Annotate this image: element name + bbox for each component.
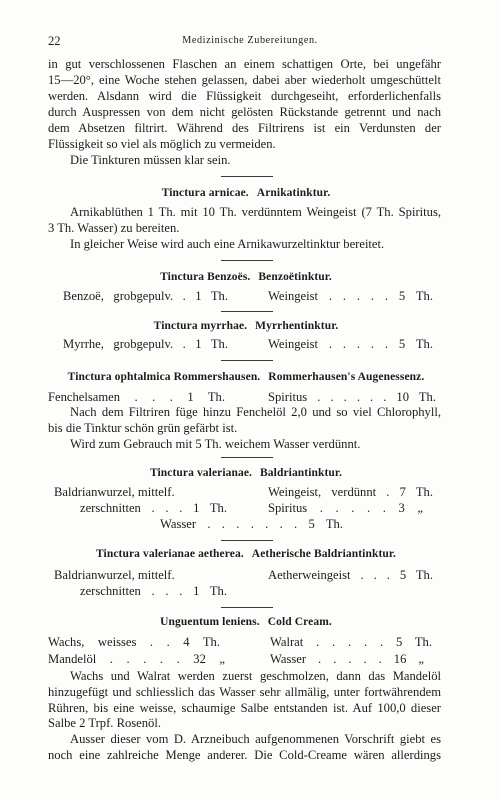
section-divider [221, 540, 273, 541]
ingredient-right: Weingeist, verdünnt . 7 Th. [268, 485, 433, 499]
recipe-title-german: Myrrhentinktur. [255, 320, 339, 332]
ingredient-right: Walrat . . . . . 5 Th. [270, 635, 432, 649]
recipe-title-latin: Tinctura arnicae. [161, 187, 249, 199]
ingredient-right: Weingeist . . . . . 5 Th. [268, 337, 433, 351]
section-divider [221, 457, 273, 458]
ingredient-right: Aetherweingeist . . . 5 Th. [268, 568, 433, 582]
recipe-heading [154, 318, 339, 334]
ingredient-left: Baldrianwurzel, mittelf. [54, 568, 175, 582]
running-title: Medizinische Zubereitungen. [182, 35, 318, 46]
recipe-heading [162, 185, 331, 201]
recipe-text-line: Arnikablüthen 1 Th. mit 10 Th. verdünntem Weingeist (7 Th. Spiritus, [70, 205, 441, 219]
recipe-title-german: Benzoëtinktur. [258, 271, 332, 283]
ingredient-left: Benzoë, grobgepulv. . 1 Th. [63, 289, 228, 303]
ingredient-right: Weingeist . . . . . 5 Th. [268, 289, 433, 303]
ingredient-left: Baldrianwurzel, mittelf. [54, 485, 175, 499]
intro-line: Die Tinkturen müssen klar sein. [70, 153, 231, 167]
section-divider [221, 607, 273, 608]
recipe-text-line: Wird zum Gebrauch mit 5 Th. weichem Wasser verdünnt. [70, 437, 361, 451]
intro-line: werden. Alsdann wird die Flüssigkeit durchgeseiht, erforderlichenfalls [48, 89, 441, 103]
recipe-text-line: In gleicher Weise wird auch eine Arnikawurzeltinktur bereitet. [70, 237, 385, 251]
intro-line: Flüssigkeit so viel als möglich zu vermeiden. [48, 137, 276, 151]
section-divider [221, 311, 273, 312]
recipe-title-german: Baldriantinktur. [260, 467, 343, 479]
recipe-heading [150, 465, 342, 481]
recipe-text-line: Rühren, bis eine weisse, schaumige Salbe entstanden ist. Auf 100,0 dieser [48, 701, 441, 715]
recipe-title-latin: Unguentum leniens. [160, 616, 260, 628]
intro-line: durch Auspressen von dem nicht gelösten Rückstande getrennt und nach [48, 105, 441, 119]
recipe-heading [68, 369, 425, 385]
recipe-title-latin: Tinctura valerianae. [149, 467, 253, 479]
section-divider [221, 176, 273, 177]
ingredient-left: Fenchelsamen . . . 1 Th. [48, 390, 225, 404]
section-divider [221, 360, 273, 361]
recipe-text-line: bis die Tinktur schön grün gefärbt ist. [48, 421, 238, 435]
recipe-text-line: Wachs und Walrat werden zuerst geschmolzen, dann das Mandelöl [70, 669, 441, 683]
ingredient-right: Wasser . . . . . 16 „ [270, 652, 424, 666]
intro-line: dem Absetzen filtrirt. Während des Filtrirens ist ein Verdunsten der [48, 121, 441, 135]
recipe-title-latin: Tinctura myrrhae. [153, 320, 248, 332]
ingredient-left: zerschnitten . . . 1 Th. [80, 501, 227, 515]
recipe-heading [160, 614, 332, 630]
recipe-title-german: Aetherische Baldriantinktur. [251, 548, 397, 560]
recipe-text-line: 3 Th. Wasser) zu bereiten. [48, 221, 180, 235]
ingredient-left: Wachs, weisses . . 4 Th. [48, 635, 220, 649]
recipe-title-german: Arnikatinktur. [256, 187, 331, 199]
ingredient-left: zerschnitten . . . 1 Th. [80, 584, 227, 598]
recipe-title-german: Cold Cream. [267, 616, 332, 628]
recipe-text-line: hinzugefügt und schliesslich das Wasser sehr allmälig, unter fortwährendem [48, 685, 441, 699]
ingredient-left: Mandelöl . . . . . 32 „ [48, 652, 225, 666]
ingredient-left: Myrrhe, grobgepulv. . 1 Th. [63, 337, 228, 351]
recipe-text-line: Nach dem Filtriren füge hinzu Fenchelöl 2,0 und so viel Chlorophyll, [70, 405, 441, 419]
recipe-title-latin: Tinctura valerianae aetherea. [95, 548, 244, 560]
recipe-title-latin: Tinctura Benzoës. [160, 271, 251, 283]
recipe-text-line: Salbe 2 Trpf. Rosenöl. [48, 716, 162, 730]
recipe-title-latin: Tinctura ophtalmica Rommershausen. [67, 371, 261, 383]
section-divider [221, 260, 273, 261]
page-number: 22 [48, 34, 61, 48]
ingredient-right: Spiritus . . . . . . 10 Th. [268, 390, 436, 404]
recipe-title-german: Rommerhausen's Augenessenz. [268, 371, 425, 383]
intro-line: 15—20°, eine Woche stehen gelassen, dabei aber wiederholt umgeschüttelt [48, 73, 441, 87]
recipe-heading [96, 546, 396, 562]
recipe-heading [160, 269, 332, 285]
recipe-text-line: noch eine zahlreiche Menge anderer. Die Cold-Creame wären allerdings [48, 748, 441, 762]
ingredient-center: Wasser . . . . . . . 5 Th. [160, 517, 343, 531]
intro-line: in gut verschlossenen Flaschen an einem schattigen Orte, bei ungefähr [48, 57, 441, 71]
ingredient-right: Spiritus . . . . . 3 „ [268, 501, 423, 515]
recipe-text-line: Ausser dieser vom D. Arzneibuch aufgenommenen Vorschrift giebt es [70, 732, 441, 746]
